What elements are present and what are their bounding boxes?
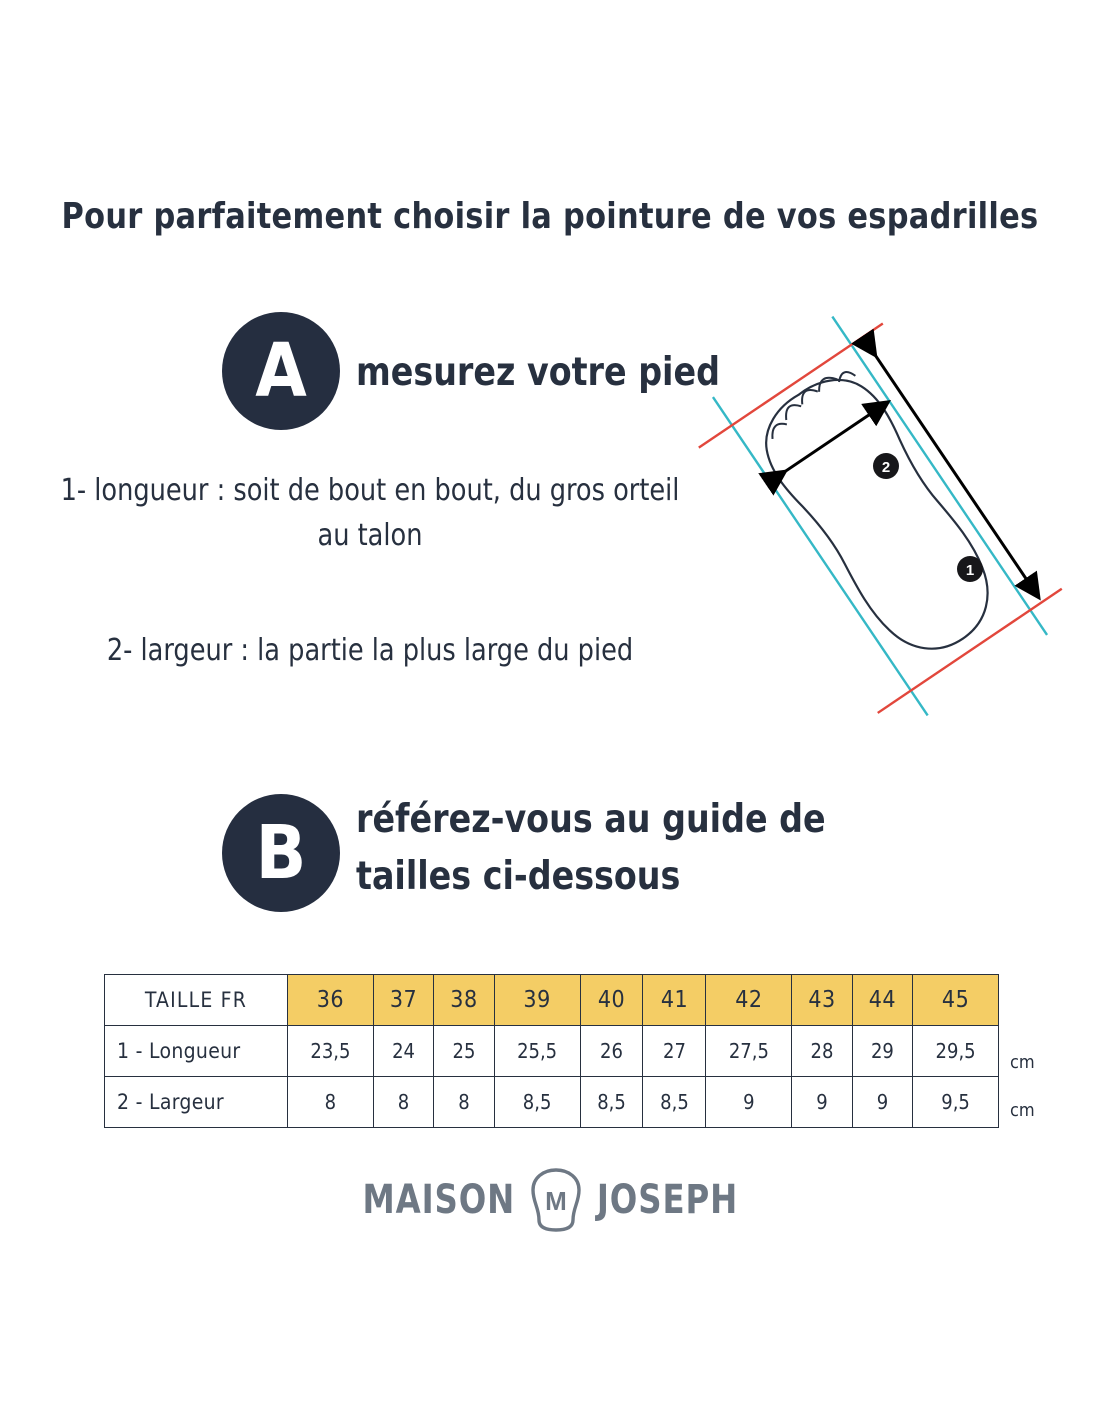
cell-width: 8,5 <box>580 1077 643 1128</box>
cell-width: 8 <box>434 1077 494 1128</box>
cell-length: 29 <box>852 1026 912 1077</box>
table-header-size: 37 <box>373 975 433 1026</box>
size-guide-table <box>104 974 999 1128</box>
cell-length: 25 <box>434 1026 494 1077</box>
cell-length: 29,5 <box>913 1026 999 1077</box>
label-length-text: 1 <box>965 562 975 579</box>
instruction-length: 1- longueur : soit de bout en bout, du gros orteil au talon <box>60 473 680 553</box>
cell-length: 23,5 <box>288 1026 374 1077</box>
guide-line-red-bottom <box>878 589 1062 713</box>
guide-line-red-top <box>699 324 883 448</box>
table-header-size: 39 <box>494 975 580 1026</box>
cell-width: 8,5 <box>643 1077 706 1128</box>
table-row <box>105 1026 999 1077</box>
table-row <box>105 1077 999 1128</box>
table-header-size: 43 <box>792 975 852 1026</box>
row-label-largeur: 2 - Largeur <box>105 1077 288 1128</box>
cell-width: 9,5 <box>913 1077 999 1128</box>
width-arrow <box>778 407 881 476</box>
step-a-heading: mesurez votre pied <box>356 350 720 395</box>
cell-length: 24 <box>373 1026 433 1077</box>
table-header-size: 41 <box>643 975 706 1026</box>
label-width-text: 2 <box>881 459 891 476</box>
cell-length: 27,5 <box>706 1026 792 1077</box>
logo-mark-letter: M <box>545 1186 568 1216</box>
logo-mark-svg <box>529 1168 583 1232</box>
table-header-taille-fr: TAILLE FR <box>105 975 288 1026</box>
table-header-size: 44 <box>852 975 912 1026</box>
table-header-size: 38 <box>434 975 494 1026</box>
step-badge-b: B <box>222 794 340 912</box>
cell-width: 9 <box>852 1077 912 1128</box>
foot-diagram-svg <box>690 306 1070 726</box>
table-header-size: 40 <box>580 975 643 1026</box>
label-width-bullet <box>873 453 899 479</box>
instruction-width: 2- largeur : la partie la plus large du pied <box>106 633 634 668</box>
unit-label-longueur: cm <box>1010 1052 1035 1073</box>
table-header-row <box>105 975 999 1026</box>
page-title: Pour parfaitement choisir la pointure de vos espadrilles <box>61 196 1039 237</box>
table-header-size: 45 <box>913 975 999 1026</box>
label-length-bullet <box>957 556 983 582</box>
cell-length: 28 <box>792 1026 852 1077</box>
table-header-size: 42 <box>706 975 792 1026</box>
logo-mark-icon <box>529 1168 583 1232</box>
row-label-longueur: 1 - Longueur <box>105 1026 288 1077</box>
guide-line-teal-right <box>832 317 1047 635</box>
cell-length: 27 <box>643 1026 706 1077</box>
brand-logo <box>0 1168 1100 1232</box>
cell-width: 8 <box>373 1077 433 1128</box>
cell-width: 8,5 <box>494 1077 580 1128</box>
unit-label-largeur: cm <box>1010 1100 1035 1121</box>
step-b-heading: référez-vous au guide de tailles ci-dessous <box>356 797 826 899</box>
cell-length: 26 <box>580 1026 643 1077</box>
logo-word-joseph: JOSEPH <box>597 1177 739 1223</box>
cell-width: 9 <box>706 1077 792 1128</box>
table-header-size: 36 <box>288 975 374 1026</box>
guide-line-teal-left <box>713 397 928 715</box>
cell-length: 25,5 <box>494 1026 580 1077</box>
cell-width: 9 <box>792 1077 852 1128</box>
logo-word-maison: MAISON <box>362 1177 515 1223</box>
foot-measurement-diagram <box>690 306 1070 726</box>
cell-width: 8 <box>288 1077 374 1128</box>
step-badge-a: A <box>222 312 340 430</box>
